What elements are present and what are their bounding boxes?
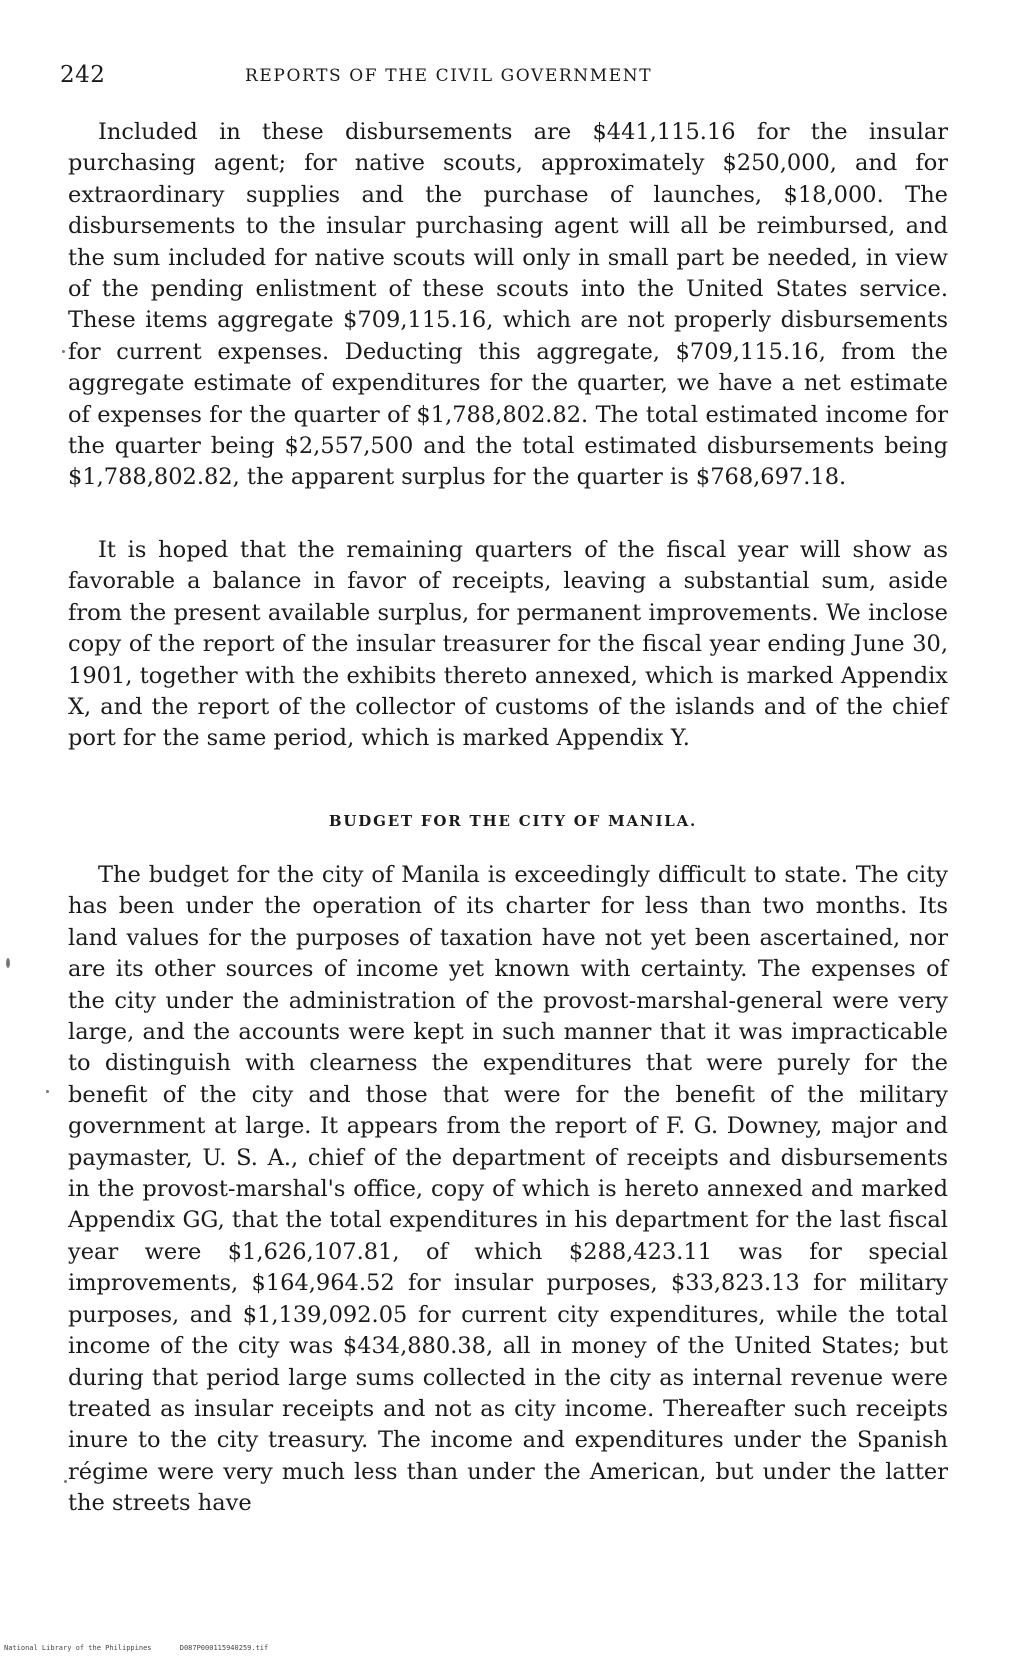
page-number: 242 bbox=[60, 62, 106, 88]
scan-speck bbox=[46, 1090, 49, 1093]
paragraph-disbursements bbox=[68, 117, 948, 494]
running-header bbox=[60, 62, 960, 96]
footer-library: National Library of the Philippines bbox=[4, 1644, 152, 1652]
footer-file: D087P000115940259.tif bbox=[179, 1644, 269, 1652]
paragraph-remaining-quarters bbox=[68, 535, 948, 755]
scan-footer bbox=[4, 1644, 292, 1652]
scan-speck bbox=[62, 350, 65, 353]
running-title: REPORTS OF THE CIVIL GOVERNMENT bbox=[245, 66, 653, 86]
paragraph-text: Included in these disbursements are $441,115.16 for the insular purchasing agent; for native scouts, approximately $250,000, and for extraordinary supplies and the purchase of launches, $18,000. The disbursements to the insular purchasing agent will all be reimbursed, and the sum included for native scouts will only in small part be needed, in view of the pending enlistment of these scouts into the United States service. These items aggregate $709,115.16, which are not properly disbursements for current expenses. Deducting this aggregate, $709,115.16, from the aggregate estimate of expenditures for the quarter, we have a net estimate of expenses for the quarter of $1,788,802.82. The total estimated income for the quarter being $2,557,500 and the total estimated disbursements being $1,788,802.82, the apparent surplus for the quarter is $768,697.18. bbox=[68, 119, 948, 491]
scan-speck bbox=[6, 958, 10, 968]
scan-speck bbox=[64, 1480, 67, 1483]
paragraph-text: The budget for the city of Manila is exceedingly difficult to state. The city has been under the operation of its charter for less than two months. Its land values for the purposes of taxation have not yet been ascertained, nor are its other sources of income yet known with certainty. The expenses of the city under the administration of the provost-marshal-general were very large, and the accounts were kept in such manner that it was impracticable to distinguish with clearness the expenditures that were purely for the benefit of the city and those that were for the benefit of the military government at large. It appears from the report of F. G. Downey, major and paymaster, U. S. A., chief of the department of receipts and disbursements in the provost-marshal's office, copy of which is hereto annexed and marked Appendix GG, that the total expenditures in his department for the last fiscal year were $1,626,107.81, of which $288,423.11 was for special improvements, $164,964.52 for insular purposes, $33,823.13 for military purposes, and $1,139,092.05 for current city expenditures, while the total income of the city was $434,880.38, all in money of the United States; but during that period large sums collected in the city as internal revenue were treated as insular receipts and not as city income. Thereafter such receipts inure to the city treasury. The income and expenditures under the Spanish régime were very much less than under the American, but under the latter the streets have bbox=[68, 862, 948, 1517]
paragraph-manila-budget bbox=[68, 860, 948, 1520]
paragraph-text: It is hoped that the remaining quarters of the fiscal year will show as favorable a balance in favor of receipts, leaving a substantial sum, aside from the present available surplus, for permanent improvements. We inclose copy of the report of the insular treasurer for the fiscal year ending June 30, 1901, together with the exhibits thereto annexed, which is marked Appendix X, and the report of the collector of customs of the islands and of the chief port for the same period, which is marked Appendix Y. bbox=[68, 537, 948, 752]
section-heading: BUDGET FOR THE CITY OF MANILA. bbox=[328, 812, 698, 830]
